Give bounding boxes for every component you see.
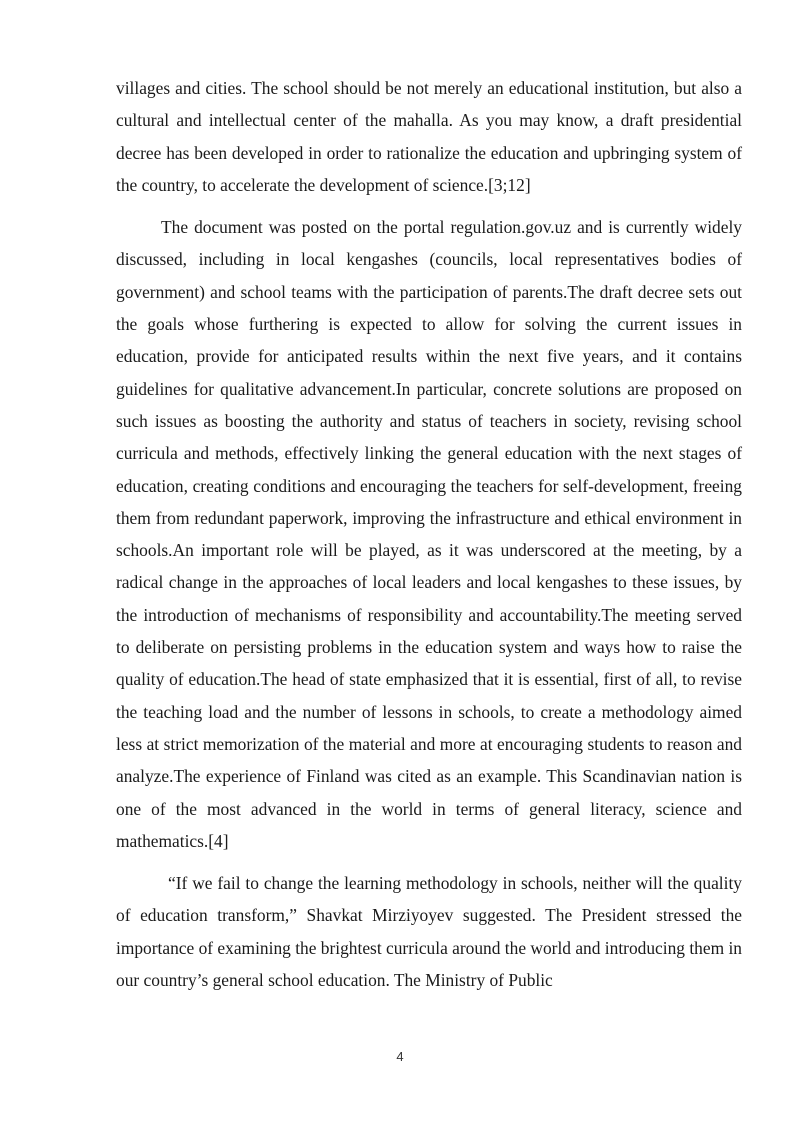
body-text bbox=[116, 72, 742, 1006]
paragraph-quote: “If we fail to change the learning methodology in schools, neither will the quality of education transform,” Shavkat Mirziyoyev suggested. The President stressed the importance of examining the brightest curricula around the world and introducing them in our country’s general school education. The Ministry of Public bbox=[116, 873, 742, 991]
paragraph-continuation: villages and cities. The school should be not merely an educational institution, but also a cultural and intellectual center of the mahalla. As you may know, a draft presidential decree has been developed in order to rationalize the education and upbringing system of the country, to accelerate the development of science.[3;12] bbox=[116, 78, 742, 195]
paragraph-draft-decree: The document was posted on the portal regulation.gov.uz and is currently widely discussed, including in local kengashes (councils, local representatives bodies of government) and school teams with the participation of parents.The draft decree sets out the goals whose furthering is expected to allow for solving the current issues in education, provide for anticipated results within the next five years, and it contains guidelines for qualitative advancement.In particular, concrete solutions are proposed on such issues as boosting the authority and status of teachers in society, revising school curricula and methods, effectively linking the general education with the next stages of education, creating conditions and encouraging the teachers for self-development, freeing them from redundant paperwork, improving the infrastructure and ethical environment in schools.An important role will be played, as it was underscored at the meeting, by a radical change in the approaches of local leaders and local kengashes to these issues, by the introduction of mechanisms of responsibility and accountability.The meeting served to deliberate on persisting problems in the education system and ways how to raise the quality of education.The head of state emphasized that it is essential, first of all, to revise the teaching load and the number of lessons in schools, to create a methodology aimed less at strict memorization of the material and more at encouraging students to reason and analyze.The experience of Finland was cited as an example. This Scandinavian nation is one of the most advanced in the world in terms of general literacy, science and mathematics.[4] bbox=[116, 217, 742, 851]
page-number: 4 bbox=[396, 1049, 404, 1064]
